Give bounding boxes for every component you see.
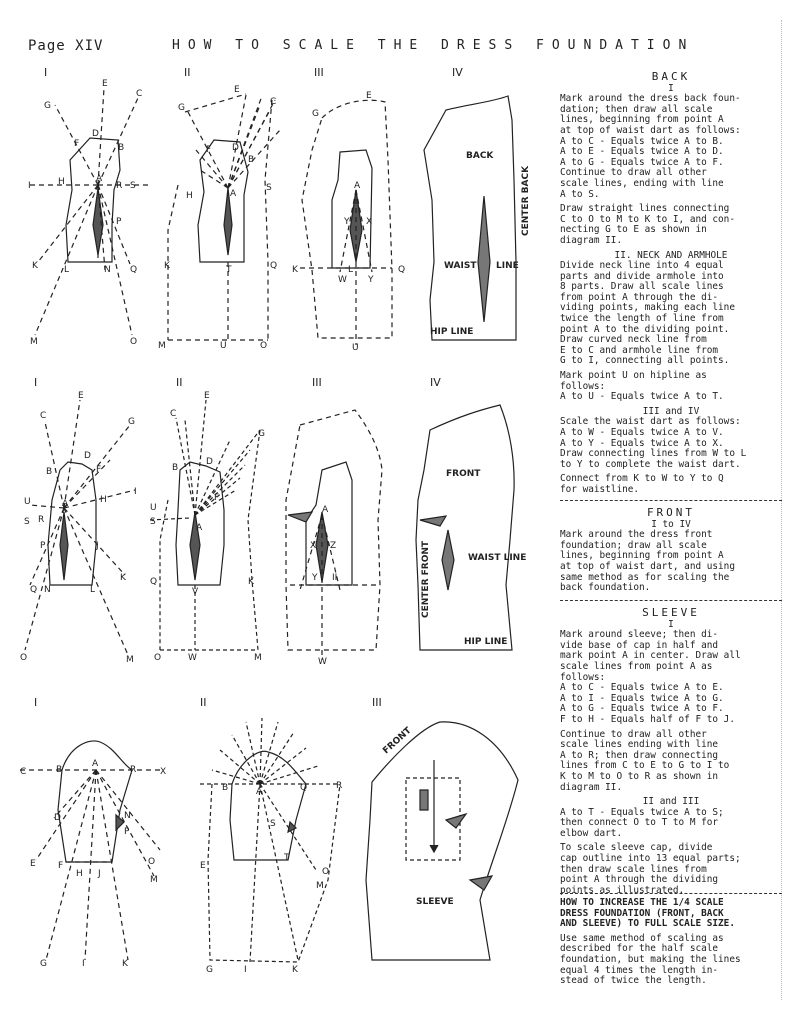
svg-text:A: A (230, 189, 237, 199)
svg-text:M: M (126, 655, 134, 665)
svg-text:K: K (122, 959, 128, 969)
svg-text:F: F (206, 145, 212, 155)
svg-text:U: U (352, 343, 359, 353)
svg-text:R: R (336, 781, 343, 791)
svg-text:Q: Q (130, 265, 138, 275)
svg-text:C: C (170, 409, 177, 419)
svg-text:W: W (188, 653, 197, 663)
front-heading: FRONT (646, 506, 696, 519)
svg-text:B: B (248, 155, 255, 165)
center-front-label: CENTER FRONT (421, 540, 431, 618)
svg-text:F: F (96, 465, 102, 475)
svg-text:L: L (348, 265, 354, 275)
back-diagram-1 (28, 79, 148, 347)
back-step-5: Scale the waist dart as follows: A to W - Equals twice A to V. A to Y - Equals twice A to X. Draw connecting lines from W to L to Y to complete the waist dart. (560, 416, 747, 470)
row-back-label-3: III (314, 66, 324, 79)
svg-text:B: B (172, 463, 179, 473)
sleeve-diagram-3 (366, 722, 518, 960)
back-heading: BACK (651, 70, 691, 83)
row-front-label-2: II (176, 376, 183, 389)
svg-text:R: R (116, 181, 123, 191)
svg-text:I: I (134, 487, 137, 497)
row-front-label-4: IV (430, 376, 441, 389)
sleeve-step-4: To scale sleeve cap, divide cap outline into 13 equal parts; then draw scale lines from point A through the dividing points as illustrated. (560, 842, 741, 896)
svg-text:U: U (150, 503, 157, 513)
svg-text:E: E (78, 391, 84, 401)
row-sleeve-label-1: I (34, 696, 38, 709)
back-step-1: Mark around the dress back foun- dation; then draw all scale lines, beginning from point A at top of waist dart as follows: A to C - Equals twice A to B. A to E - Equals twice A to D. A to G - Equals twice A to F. Continue to draw all other scale lines, ending with line A to S. (560, 93, 741, 200)
svg-text:F: F (58, 861, 64, 871)
divider-2 (560, 600, 782, 601)
sleeve-instructions (560, 606, 782, 900)
svg-text:H: H (58, 177, 65, 187)
row-front-label-1: I (34, 376, 38, 389)
row-back-label-1: I (44, 66, 48, 79)
svg-text:E: E (30, 859, 36, 869)
svg-text:K: K (292, 965, 298, 975)
back-step-2: Draw straight lines connecting C to O to M to K to I, and con- necting G to E as shown in diagram II. (560, 203, 735, 246)
svg-text:B: B (46, 467, 53, 477)
svg-text:G: G (40, 959, 47, 969)
svg-text:S: S (270, 819, 276, 829)
front-label: FRONT (446, 469, 481, 479)
divider-1 (560, 500, 782, 501)
svg-text:G: G (128, 417, 135, 427)
svg-text:O: O (322, 867, 330, 877)
svg-text:T: T (226, 265, 232, 275)
svg-text:R: R (130, 765, 137, 775)
svg-text:B: B (56, 765, 63, 775)
svg-text:E: E (366, 91, 372, 101)
svg-text:S: S (130, 181, 136, 191)
svg-text:I: I (244, 965, 247, 975)
svg-text:E: E (204, 391, 210, 401)
svg-text:A: A (322, 505, 329, 515)
svg-text:U: U (24, 497, 31, 507)
front-hip-line-label: HIP LINE (464, 637, 508, 647)
svg-text:A: A (96, 174, 103, 184)
front-diagram-1 (20, 391, 137, 665)
increase-heading: HOW TO INCREASE THE 1/4 SCALE DRESS FOUNDATION (FRONT, BACK AND SLEEVE) TO FULL SCALE SIZE. (560, 897, 735, 930)
sleeve-step-1: Mark around sleeve; then di- vide base of cap in half and mark point A in center. Draw all scale lines from point A as follows: A to C - Equals twice A to E. A to I - Equals twice A to G. A to G - Equals twice A to F. F to H - Equals half of F to J. (560, 629, 741, 725)
elbow-dart-heading: II and III (642, 796, 700, 808)
neck-armhole-heading: II. NECK AND ARMHOLE (614, 249, 728, 261)
sleeve-step-2: Continue to draw all other scale lines ending with line A to R; then draw connecting lines from C to E to G to I to K to M to O to R as shown in diagram II. (560, 728, 730, 793)
svg-text:F: F (214, 493, 220, 503)
svg-text:A: A (62, 499, 69, 509)
svg-text:K: K (164, 261, 170, 271)
svg-text:L: L (64, 265, 70, 275)
row-front-label-3: III (312, 376, 322, 389)
svg-text:II: II (332, 573, 338, 583)
svg-text:K: K (120, 573, 126, 583)
waist-line-label: WAIST LINE (468, 553, 527, 563)
row-sleeve-label-2: II (200, 696, 207, 709)
back-diagram-4 (424, 96, 531, 340)
svg-text:S: S (150, 517, 156, 527)
svg-text:U: U (220, 341, 227, 351)
svg-text:I: I (82, 959, 85, 969)
waist-dart-heading: III and IV (642, 405, 700, 417)
svg-text:S: S (266, 183, 272, 193)
hip-line-label: HIP LINE (430, 327, 474, 337)
svg-text:L: L (90, 585, 96, 595)
svg-text:C: C (270, 97, 277, 107)
svg-text:T: T (284, 853, 290, 863)
svg-text:R: R (38, 515, 45, 525)
svg-text:O: O (154, 653, 162, 663)
svg-text:O: O (130, 337, 138, 347)
svg-text:N: N (104, 265, 111, 275)
svg-text:E: E (102, 79, 108, 89)
svg-text:G: G (44, 101, 51, 111)
front-step-1: Mark around the dress front foundation; draw all scale lines, beginning from point A at top of waist dart, and using same method as for scaling the back foundation. (560, 529, 735, 594)
svg-text:X: X (160, 767, 167, 777)
svg-text:Q: Q (150, 577, 158, 587)
svg-text:D: D (206, 457, 213, 467)
sleeve-front-label: FRONT (381, 725, 414, 757)
svg-text:K: K (248, 577, 254, 587)
svg-text:P: P (116, 217, 122, 227)
svg-text:K: K (292, 265, 298, 275)
svg-text:M: M (30, 337, 38, 347)
page-number: Page XIV (28, 38, 104, 54)
svg-text:D: D (84, 451, 91, 461)
svg-text:O: O (260, 341, 268, 351)
svg-text:W: W (338, 275, 347, 285)
back-instructions (560, 70, 782, 500)
svg-text:B: B (118, 143, 125, 153)
svg-text:Q: Q (30, 585, 38, 595)
back-diagram-2 (158, 85, 280, 351)
svg-text:H: H (76, 869, 83, 879)
increase-instructions (560, 898, 782, 991)
svg-text:B: B (222, 783, 229, 793)
svg-text:N: N (44, 585, 51, 595)
svg-text:Q: Q (270, 261, 278, 271)
svg-text:M: M (254, 653, 262, 663)
svg-text:D: D (232, 143, 239, 153)
svg-text:G: G (258, 429, 265, 439)
increase-body: Use same method of scaling as described for the half scale foundation, but making the lines equal 4 times the length in- stead of twice the length. (560, 932, 741, 987)
svg-text:C: C (20, 767, 27, 777)
svg-text:D: D (92, 129, 99, 139)
sleeve-diagram-1 (20, 741, 166, 969)
svg-text:C: C (136, 89, 143, 99)
svg-text:Q: Q (300, 783, 308, 793)
svg-text:M: M (158, 341, 166, 351)
svg-text:A: A (92, 759, 99, 769)
back-step-3: Divide neck line into 4 equal parts and divide armhole into 8 parts. Draw all scale lines from point A through the di- viding points, making each line twice the length of line from point A to the dividing point. Draw curved neck line from E to C and armhole line from G to I, connecting all points. (560, 260, 735, 367)
front-diagram-4 (416, 405, 526, 650)
svg-text:A: A (196, 523, 203, 533)
front-instructions (560, 506, 782, 598)
svg-text:M: M (150, 875, 158, 885)
back-diagram-3 (292, 91, 405, 353)
divider-3 (560, 893, 782, 894)
line-label: LINE (496, 261, 519, 271)
svg-text:M: M (316, 881, 324, 891)
svg-text:W: W (318, 657, 327, 667)
svg-text:E: E (234, 85, 240, 95)
svg-text:K: K (32, 261, 38, 271)
svg-text:Y: Y (312, 573, 318, 583)
svg-text:P: P (40, 541, 46, 551)
svg-text:N: N (124, 811, 131, 821)
svg-text:J: J (96, 541, 99, 551)
svg-text:S: S (24, 517, 30, 527)
svg-text:O: O (148, 857, 156, 867)
back-label: BACK (466, 151, 494, 161)
svg-text:H: H (186, 191, 193, 201)
back-sub-heading: I (668, 82, 674, 94)
svg-text:J: J (98, 869, 101, 879)
back-step-4: Mark point U on hipline as follows: A to U - Equals twice A to T. (560, 370, 724, 403)
waist-label: WAIST (444, 261, 477, 271)
front-diagram-2 (150, 391, 265, 663)
svg-text:E: E (200, 861, 206, 871)
front-sub-heading: I to IV (651, 518, 691, 530)
row-back-label-2: II (184, 66, 191, 79)
svg-text:G: G (178, 103, 185, 113)
front-diagram-3 (286, 410, 382, 667)
sleeve-step-3: A to T - Equals twice A to S; then connect O to T to M for elbow dart. (560, 806, 724, 839)
svg-text:C: C (40, 411, 47, 421)
svg-text:V: V (192, 587, 199, 597)
svg-text:A: A (256, 787, 263, 797)
svg-text:I: I (28, 181, 31, 191)
svg-text:G: G (312, 109, 319, 119)
svg-text:F: F (74, 139, 80, 149)
center-back-label: CENTER BACK (521, 165, 531, 236)
svg-text:X: X (366, 217, 373, 227)
sleeve-diagram-2 (200, 718, 342, 975)
back-step-6: Connect from K to W to Y to Q for waistline. (560, 473, 724, 495)
row-sleeve-label-3: III (372, 696, 382, 709)
svg-text:Q: Q (398, 265, 406, 275)
svg-text:X: X (310, 541, 317, 551)
svg-text:D: D (54, 813, 61, 823)
binding-edge (781, 20, 790, 1000)
sleeve-label: SLEEVE (416, 897, 454, 907)
svg-text:P: P (124, 827, 130, 837)
svg-text:O: O (20, 653, 28, 663)
sleeve-heading: SLEEVE (642, 606, 700, 619)
svg-text:G: G (206, 965, 213, 975)
sleeve-sub-heading: I (668, 618, 674, 630)
svg-text:A: A (354, 181, 361, 191)
svg-text:H: H (100, 495, 107, 505)
page-title: HOW TO SCALE THE DRESS FOUNDATION (172, 38, 695, 53)
svg-text:Y: Y (368, 275, 374, 285)
row-back-label-4: IV (452, 66, 463, 79)
svg-text:Z: Z (330, 541, 337, 551)
svg-text:Y: Y (344, 217, 350, 227)
